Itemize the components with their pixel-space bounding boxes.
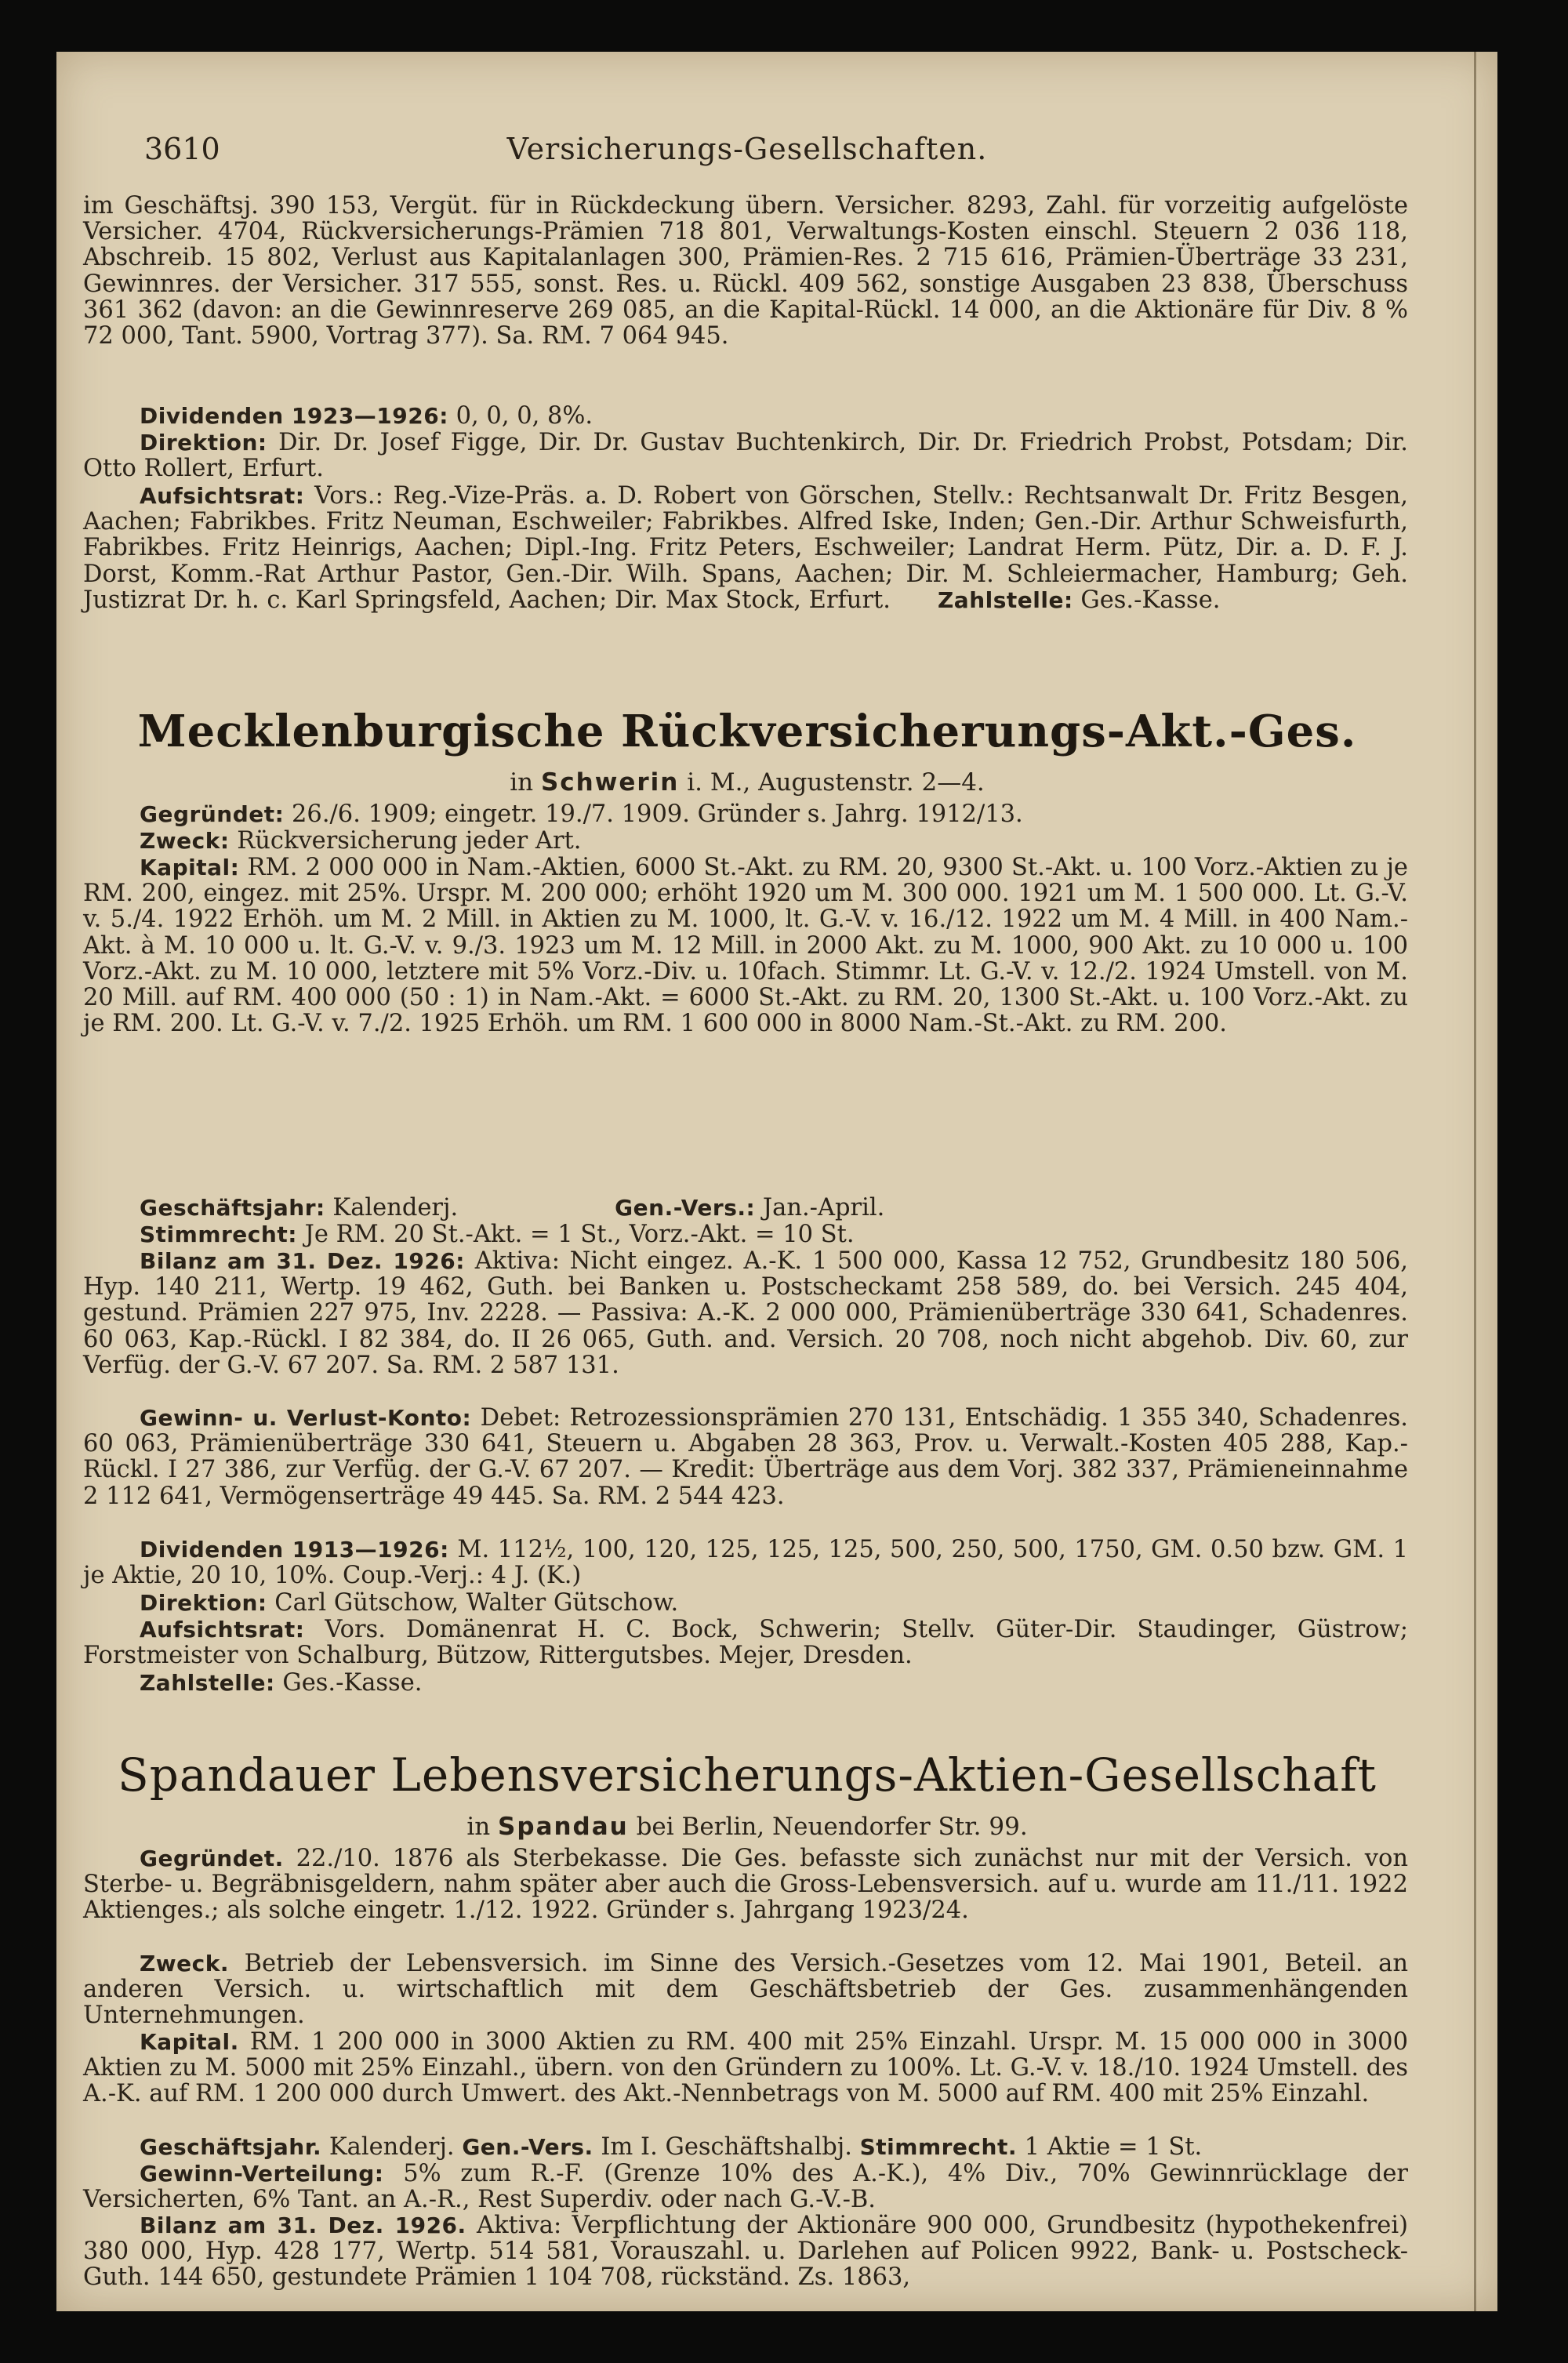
- spandau-bilanz-text: Aktiva: Verpflichtung der Aktionäre 900 000, Grundbesitz (hypothekenfrei) 380 000, Hyp. 428 177, Wertp. 514 581, Vorauszahl. u. Darlehen auf Policen 9922, Bank- u. Postscheck-Guth. 144 650, gestundete Prämien 1 104 708, rückständ. Zs. 1863,: [83, 2212, 1409, 2292]
- mecklenburg-zahlstelle-label: Zahlstelle:: [140, 1670, 275, 1696]
- mecklenburg-direktion-label: Direktion:: [140, 1590, 267, 1616]
- mecklenburg-guv-label: Gewinn- u. Verlust-Konto:: [140, 1405, 472, 1431]
- spandau-bilanz-label: Bilanz am 31. Dez. 1926.: [140, 2212, 466, 2238]
- mecklenburg-title: Mecklenburgische Rückversicherungs-Akt.-Ges.: [137, 706, 1357, 757]
- spandau-genvers-text: Im I. Geschäftshalbj.: [593, 2133, 860, 2161]
- spandau-stimmrecht-label: Stimmrecht.: [859, 2134, 1017, 2160]
- spandau-location: [83, 1813, 1411, 1841]
- mecklenburg-direktion-text: Carl Gütschow, Walter Gütschow.: [267, 1589, 679, 1617]
- mecklenburg-aufsichtsrat-label: Aufsichtsrat:: [140, 1617, 305, 1642]
- mecklenburg-loc-city: Schwerin: [540, 768, 680, 797]
- mecklenburg-guv: [83, 1405, 1408, 1509]
- mecklenburg-dividenden: [83, 1537, 1408, 1588]
- spandau-geschaeftsjahr-label: Geschäftsjahr.: [140, 2134, 322, 2160]
- mecklenburg-loc-post: i. M., Augustenstr. 2—4.: [679, 768, 985, 797]
- mecklenburg-kapital-label: Kapital:: [140, 855, 240, 880]
- spandau-gewinnvert-label: Gewinn-Verteilung:: [140, 2161, 384, 2187]
- mecklenburg-gegruendet: [83, 801, 1408, 827]
- mecklenburg-location: [83, 768, 1411, 797]
- spandau-gegruendet-text: 22./10. 1876 als Sterbekasse. Die Ges. befasste sich zunächst nur mit der Versich. von Sterbe- u. Begräbnisgeldern, nahm später aber auch die Gross-Lebensversich. auf u. wurde am 11./11. 1922 Aktienges.; als solche eingetr. 1./12. 1922. Gründer s. Jahrgang 1923/24.: [83, 1845, 1408, 1925]
- spandau-kapital: [83, 2029, 1408, 2107]
- spandau-geschaeftsjahr: [83, 2134, 1408, 2160]
- spandau-gewinnvert-text: 5% zum R.-F. (Grenze 10% des A.-K.), 4% Div., 70% Gewinnrücklage der Versicherten, 6% Tant. an A.-R., Rest Superdiv. oder nach G.-V.-B.: [83, 2160, 1408, 2214]
- prev-zahlstelle-label: Zahlstelle:: [938, 586, 1073, 613]
- prev-direktion-label: Direktion:: [140, 430, 267, 456]
- spandau-zweck: [83, 1951, 1408, 2029]
- prev-aufsichtsrat-label: Aufsichtsrat:: [140, 483, 305, 509]
- mecklenburg-stimmrecht: [83, 1221, 1408, 1247]
- running-title: Versicherungs-Gesellschaften.: [506, 132, 988, 166]
- page-header: [83, 132, 1411, 179]
- mecklenburg-genvers-label: Gen.-Vers.:: [615, 1195, 756, 1221]
- mecklenburg-bilanz-text: Aktiva: Nicht eingez. A.-K. 1 500 000, Kassa 12 752, Grundbesitz 180 506, Hyp. 140 211, Wertp. 19 462, Guth. bei Banken u. Postscheckamt 258 589, do. bei Versich. 245 404, gestund. Prämien 227 975, Inv. 2228. — Passiva: A.-K. 2 000 000, Prämienüberträge 330 641, Schadenres. 60 063, Kap.-Rückl. I 82 384, do. II 26 065, Guth. and. Versich. 20 708, noch nicht abgehob. Div. 60, zur Verfüg. der G.-V. 67 207. Sa. RM. 2 587 131.: [83, 1247, 1409, 1379]
- mecklenburg-zahlstelle: [83, 1670, 1408, 1696]
- page-number: 3610: [144, 132, 220, 166]
- mecklenburg-genvers-text: Jan.-April.: [755, 1194, 885, 1221]
- spandau-zweck-text: Betrieb der Lebensversich. im Sinne des Versich.-Gesetzes vom 12. Mai 1901, Beteil. an anderen Versich. u. wirtschaftlich mit dem Geschäftsbetrieb der Ges. zusammenhängenden Unternehmungen.: [83, 1950, 1408, 2030]
- mecklenburg-gegruendet-label: Gegründet:: [140, 801, 285, 827]
- prev-continuation-text: im Geschäftsj. 390 153, Vergüt. für in Rückdeckung übern. Versicher. 8293, Zahl. für vorzeitig aufgelöste Versicher. 4704, Rückversicherungs-Prämien 718 801, Verwaltungs-Kosten einschl. Steuern 2 036 118, Abschreib. 15 802, Verlust aus Kapitalanlagen 300, Prämien-Res. 2 715 616, Prämien-Überträge 33 231, Gewinnres. der Versicher. 317 555, sonst. Res. u. Rückl. 409 562, sonstige Ausgaben 23 838, Überschuss 361 362 (davon: an die Gewinnreserve 269 085, an die Kapital-Rückl. 14 000, an die Aktionäre für Div. 8 % 72 000, Tant. 5900, Vortrag 377). Sa. RM. 7 064 945.: [83, 192, 1408, 350]
- prev-continuation: [83, 193, 1408, 349]
- prev-dividenden-text: 0, 0, 0, 8%.: [448, 402, 593, 430]
- spandau-genvers-label: Gen.-Vers.: [462, 2134, 593, 2160]
- mecklenburg-aufsichtsrat: [83, 1617, 1408, 1668]
- spandau-loc-post: bei Berlin, Neuendorfer Str. 99.: [628, 1813, 1028, 1841]
- mecklenburg-zweck-label: Zweck:: [140, 828, 230, 854]
- mecklenburg-zweck-text: Rückversicherung jeder Art.: [229, 827, 582, 855]
- spandau-zweck-label: Zweck.: [140, 1951, 230, 1976]
- prev-dividenden-label: Dividenden 1923—1926:: [140, 403, 448, 429]
- mecklenburg-direktion: [83, 1590, 1408, 1616]
- spandau-loc-city: Spandau: [498, 1813, 629, 1841]
- prev-aufsichtsrat: [83, 483, 1408, 613]
- prev-dividenden: [83, 403, 1408, 429]
- mecklenburg-bilanz: [83, 1248, 1408, 1378]
- mecklenburg-geschaeftsjahr-label: Geschäftsjahr:: [140, 1195, 325, 1221]
- spandau-title: Spandauer Lebensversicherungs-Aktien-Gesellschaft: [118, 1748, 1377, 1802]
- mecklenburg-dividenden-text: M. 112½, 100, 120, 125, 125, 125, 500, 250, 500, 1750, GM. 0.50 bzw. GM. 1 je Aktie, 20 10, 10%. Coup.-Verj.: 4 J. (K.): [83, 1536, 1408, 1590]
- prev-zahlstelle-text: Ges.-Kasse.: [1073, 586, 1221, 614]
- spandau-gegruendet-label: Gegründet.: [140, 1846, 284, 1871]
- spandau-gegruendet: [83, 1846, 1408, 1924]
- prev-direktion-text: Dir. Dr. Josef Figge, Dir. Dr. Gustav Buchtenkirch, Dir. Dr. Friedrich Probst, Potsdam; Dir. Otto Rollert, Erfurt.: [83, 429, 1408, 483]
- prev-direktion: [83, 430, 1408, 481]
- mecklenburg-bilanz-label: Bilanz am 31. Dez. 1926:: [140, 1248, 465, 1274]
- mecklenburg-dividenden-label: Dividenden 1913—1926:: [140, 1537, 449, 1563]
- mecklenburg-geschaeftsjahr-text: Kalenderj.: [325, 1194, 459, 1221]
- spandau-kapital-label: Kapital.: [140, 2029, 239, 2055]
- spandau-kapital-text: RM. 1 200 000 in 3000 Aktien zu RM. 400 mit 25% Einzahl. Urspr. M. 15 000 000 in 3000 Aktien zu M. 5000 mit 25% Einzahl., übern. von den Gründern zu 100%. Lt. G.-V. v. 18./10. 1924 Umstell. des A.-K. auf RM. 1 200 000 durch Umwert. des Akt.-Nennbetrags von M. 5000 auf RM. 400 mit 25% Einzahl.: [83, 2028, 1408, 2108]
- mecklenburg-guv-text: Debet: Retrozessionsprämien 270 131, Entschädig. 1 355 340, Schadenres. 60 063, Prämienüberträge 330 641, Steuern u. Abgaben 28 363, Prov. u. Verwalt.-Kosten 405 288, Kap.-Rückl. I 27 386, zur Verfüg. der G.-V. 67 207. — Kredit: Überträge aus dem Vorj. 382 337, Prämieneinnahme 2 112 641, Vermögenserträge 49 445. Sa. RM. 2 544 423.: [83, 1404, 1408, 1510]
- mecklenburg-zahlstelle-text: Ges.-Kasse.: [274, 1669, 423, 1697]
- page-edge-line: [1474, 52, 1476, 2311]
- mecklenburg-stimmrecht-text: Je RM. 20 St.-Akt. = 1 St., Vorz.-Akt. = 10 St.: [296, 1221, 855, 1248]
- mecklenburg-zweck: [83, 828, 1408, 854]
- spandau-bilanz: [83, 2212, 1408, 2291]
- mecklenburg-kapital: [83, 855, 1408, 1036]
- mecklenburg-kapital-text: RM. 2 000 000 in Nam.-Aktien, 6000 St.-Akt. zu RM. 20, 9300 St.-Akt. u. 100 Vorz.-Aktien zu je RM. 200, eingez. mit 25%. Urspr. M. 200 000; erhöht 1920 um M. 300 000. 1921 um M. 1 500 000. Lt. G.-V. v. 5./4. 1922 Erhöh. um M. 2 Mill. in Aktien zu M. 1000, lt. G.-V. v. 16./12. 1922 um M. 4 Mill. in 400 Nam.-Akt. à M. 10 000 u. lt. G.-V. v. 9./3. 1923 um M. 12 Mill. in 2000 Akt. zu M. 1000, 900 Akt. zu 10 000 u. 100 Vorz.-Akt. zu M. 10 000, letztere mit 5% Vorz.-Div. u. 10fach. Stimmr. Lt. G.-V. v. 12./2. 1924 Umstell. von M. 20 Mill. auf RM. 400 000 (50 : 1) in Nam.-Akt. = 6000 St.-Akt. zu RM. 20, 1300 St.-Akt. u. 100 Vorz.-Akt. zu je RM. 200. Lt. G.-V. v. 7./2. 1925 Erhöh. um RM. 1 600 000 in 8000 Nam.-St.-Akt. zu RM. 200.: [83, 854, 1408, 1038]
- spandau-loc-pre: in: [466, 1813, 499, 1841]
- spandau-gewinnverteilung: [83, 2161, 1408, 2212]
- mecklenburg-geschaeftsjahr: [83, 1195, 1408, 1221]
- mecklenburg-aufsichtsrat-text: Vors. Domänenrat H. C. Bock, Schwerin; Stellv. Güter-Dir. Staudinger, Güstrow; Forstmeister von Schalburg, Bützow, Rittergutsbes. Mejer, Dresden.: [83, 1616, 1408, 1670]
- mecklenburg-gegruendet-text: 26./6. 1909; eingetr. 19./7. 1909. Gründer s. Jahrg. 1912/13.: [284, 800, 1023, 828]
- spandau-geschaeftsjahr-text: Kalenderj.: [321, 2133, 463, 2161]
- mecklenburg-stimmrecht-label: Stimmrecht:: [140, 1221, 297, 1247]
- mecklenburg-loc-pre: in: [510, 768, 541, 797]
- prev-aufsichtsrat-text: Vors.: Reg.-Vize-Präs. a. D. Robert von Görschen, Stellv.: Rechtsanwalt Dr. Fritz Besgen, Aachen; Fabrikbes. Fritz Neuman, Eschweiler; Fabrikbes. Alfred Iske, Inden; Gen.-Dir. Arthur Schweisfurth, Fabrikbes. Fritz Heinrigs, Aachen; Dipl.-Ing. Fritz Peters, Eschweiler; Landrat Herm. Pütz, Dir. a. D. F. J. Dorst, Komm.-Rat Arthur Pastor, Gen.-Dir. Wilh. Spans, Aachen; Dir. M. Schleiermacher, Hamburg; Geh. Justizrat Dr. h. c. Karl Springsfeld, Aachen; Dir. Max Stock, Erfurt.: [83, 482, 1408, 614]
- spandau-stimmrecht-text: 1 Aktie = 1 St.: [1016, 2133, 1203, 2161]
